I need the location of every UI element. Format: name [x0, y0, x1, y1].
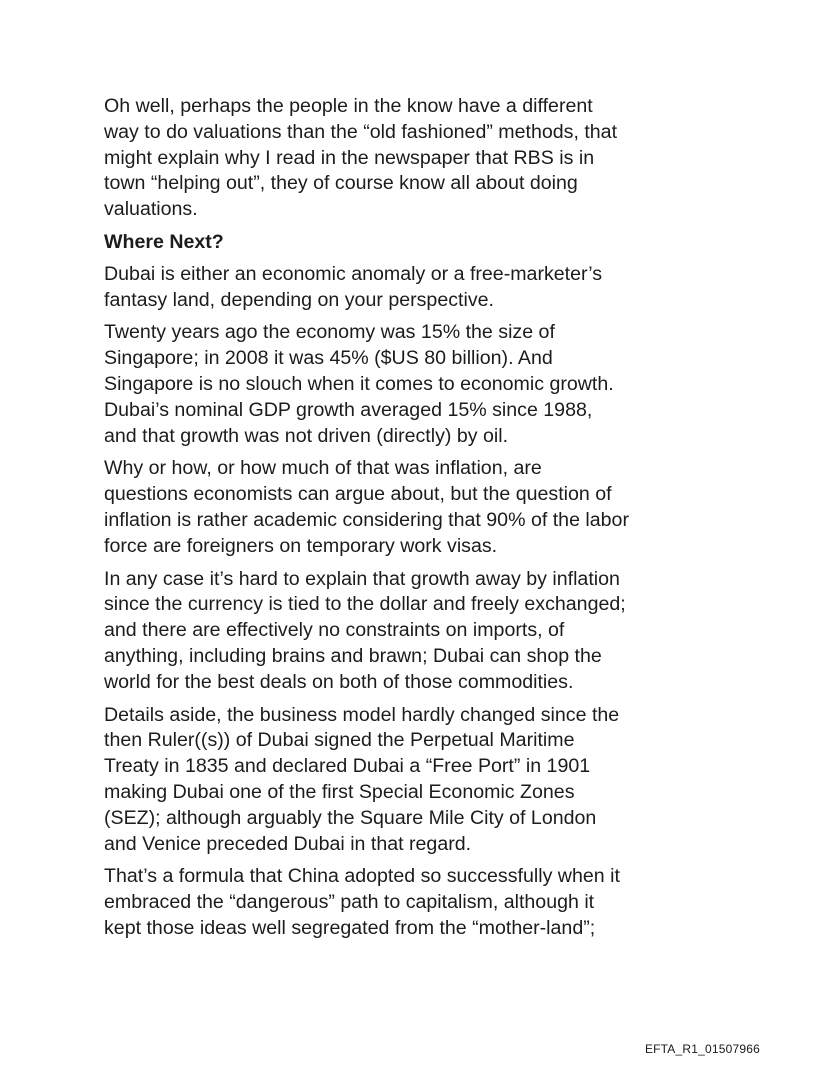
paragraph-currency: In any case it’s hard to explain that growth away by inflation since the currency is tied to the dollar and freely exchanged; and there are effectively no constraints on imports, of anything, including brains and brawn; Dubai can shop the world for the best deals on both of those commodities.: [104, 567, 626, 693]
paragraph-inflation: Why or how, or how much of that was inflation, are questions economists can argue about, but the question of inflation is rather academic considering that 90% of the labor force are foreigners on temporary work visas.: [104, 457, 629, 557]
document-id: EFTA_R1_01507966: [644, 1042, 760, 1056]
section-heading: Where Next?: [104, 230, 224, 253]
paragraph-dubai-anomaly: Dubai is either an economic anomaly or a free-marketer’s fantasy land, depending on your perspective.: [104, 262, 603, 311]
paragraph-china-formula: That’s a formula that China adopted so successfully when it embraced the “dangerous” path to capitalism, although it kept those ideas well segregated from the “mother-land”;: [104, 865, 620, 939]
paragraph-business-model: Details aside, the business model hardly changed since the then Ruler((s)) of Dubai signed the Perpetual Maritime Treaty in 1835 and declared Dubai a “Free Port” in 1901 making Dubai one of the first Special Economic Zones (SEZ); although arguably the Square Mile City of London and Venice preceded Dubai in that regard.: [104, 703, 620, 855]
paragraph-economy-size: Twenty years ago the economy was 15% the size of Singapore; in 2008 it was 45% ($US 80 billion). And Singapore is no slouch when it comes to economic growth. Dubai’s nominal GDP growth averaged 15% since 1988, and that growth was not driven (directly) by oil.: [104, 321, 614, 447]
paragraph-valuations: Oh well, perhaps the people in the know have a different way to do valuations than the “old fashioned” methods, that might explain why I read in the newspaper that RBS is in town “helping out”, they of course know all about doing valuations.: [104, 95, 618, 221]
page-body: [104, 94, 720, 949]
